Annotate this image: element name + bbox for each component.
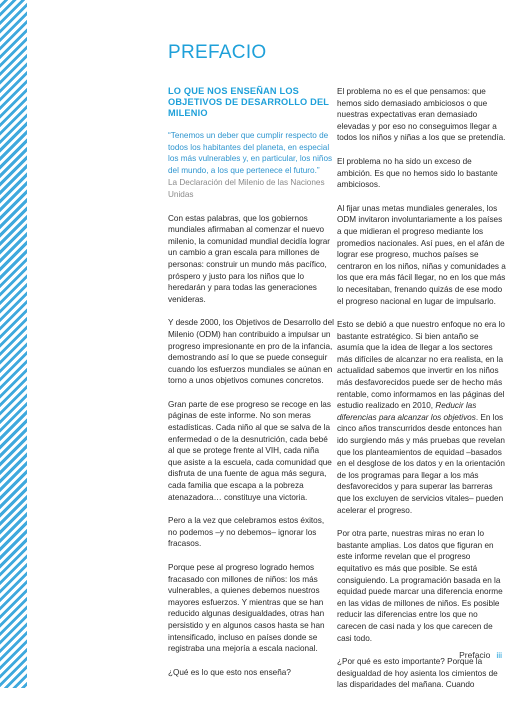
page-number: iii: [496, 650, 502, 660]
paragraph: ¿Por qué es esto importante? Porque la desigualdad de hoy asienta los cimientos de las disparidades del mañana. Cuando: [337, 657, 498, 690]
study-title: Reducir las diferencias para alcanzar los objetivos: [337, 401, 477, 422]
footer-section-label: Prefacio: [459, 650, 491, 660]
page-title: PREFACIO: [168, 42, 267, 63]
quote-attribution: La Declaración del Milenio de las Naciones Unidas: [168, 178, 325, 199]
paragraph: El problema no es el que pensamos: que hemos sido demasiado ambiciosos o que nuestras expectativas eran demasiado elevadas y por eso no conseguimos llegar a todos los niños y niñas a los que se pretendía.: [337, 87, 506, 143]
paragraph: Y desde 2000, los Objetivos de Desarrollo del Milenio (ODM) han contribuido a impulsar un progreso impresionante en pro de la infancia, demostrando así lo que se puede conseguir cuando los esfuerzos mundiales se aúnan en torno a unos objetivos comunes concretos.: [168, 318, 334, 386]
paragraph: Con estas palabras, que los gobiernos mundiales afirmaban al comenzar el nuevo milenio, la comunidad mundial decidía lograr un cambio a gran escala para millones de personas: construir un mundo más pacífico, próspero y justo para los niños que lo heredarán y para todas las generaciones venideras.: [168, 213, 331, 304]
paragraph-with-citation: [337, 319, 507, 516]
paragraph: Por otra parte, nuestras miras no eran lo bastante amplias. Los datos que figuran en este informe revelan que el progreso equitativo es más que posible. Se está consiguiendo. La programación basada en la equidad puede marcar una diferencia enorme en las vidas de millones de niños. Es posible reducir las diferencias entre los que no carecen de casi nada y los que carecen de casi todo.: [337, 529, 503, 643]
paragraph: Al fijar unas metas mundiales generales, los ODM invitaron involuntariamente a los países a que midieran el progreso mediante los promedios nacionales. Así pues, en el afán de lograr ese progreso, muchos países se centraron en los niños, niñas y comunidades a los que era más fácil llegar, no en los que más lo necesitaban, frenando quizás de ese modo el progreso nacional en lugar de impulsarlo.: [337, 203, 506, 306]
decorative-stripe-border: [0, 0, 27, 688]
epigraph-quote: “Tenemos un deber que cumplir respecto de todos los habitantes del planeta, en especial los más vulnerables y, en particular, los niños del mundo, a los que pertenece el futuro.”: [168, 131, 333, 175]
paragraph: Pero a la vez que celebramos estos éxitos, no podemos –y no debemos– ignorar los fracasos.: [168, 516, 325, 549]
right-column: [337, 86, 507, 703]
section-subheading: LO QUE NOS ENSEÑAN LOS OBJETIVOS DE DESARROLLO DEL MILENIO: [168, 86, 329, 118]
left-column: [168, 86, 335, 690]
paragraph: El problema no ha sido un exceso de ambición. Es que no hemos sido lo bastante ambiciosos.: [337, 156, 498, 190]
paragraph: Porque pese al progreso logrado hemos fracasado con millones de niños: los más vulnerables, a quienes debemos nuestros mayores esfuerzos. Y mientras que se han reducido algunas desigualdades, otras han persistido y en algunos casos hasta se han intensificado, incluso en países donde se registraba una mejoría a escala nacional.: [168, 563, 325, 654]
paragraph-text: . En los cinco años transcurridos desde entonces han ido surgiendo más y más pruebas que revelan que los planteamientos de equidad –basados en el desglose de los datos y en la orientación de los programas para llegar a los más desfavorecidos y para superar las barreras que los excluyen de servicios vitales– pueden acelerar el progreso.: [337, 412, 505, 515]
paragraph: ¿Qué es lo que esto nos enseña?: [168, 667, 291, 677]
page-footer: [459, 650, 502, 660]
paragraph: Gran parte de ese progreso se recoge en las páginas de este informe. No son meras estadísticas. Cada niño al que se salva de la enfermedad o de la desnutrición, cada bebé al que se protege frente al VIH, cada niña que asiste a la escuela, cada comunidad que disfruta de una fuente de agua más segura, cada familia que escapa a la pobreza atenazadora… constituye una victoria.: [168, 399, 332, 502]
paragraph-text: Esto se debió a que nuestro enfoque no era lo bastante estratégico. Si bien antaño se asumía que la idea de llegar a los sectores más difíciles de alcanzar no era realista, en la actualidad sabemos que invertir en los niños más desfavorecidos puede ser de hecho más rentable, como informamos en las páginas del estudio realizado en 2010,: [337, 320, 505, 411]
